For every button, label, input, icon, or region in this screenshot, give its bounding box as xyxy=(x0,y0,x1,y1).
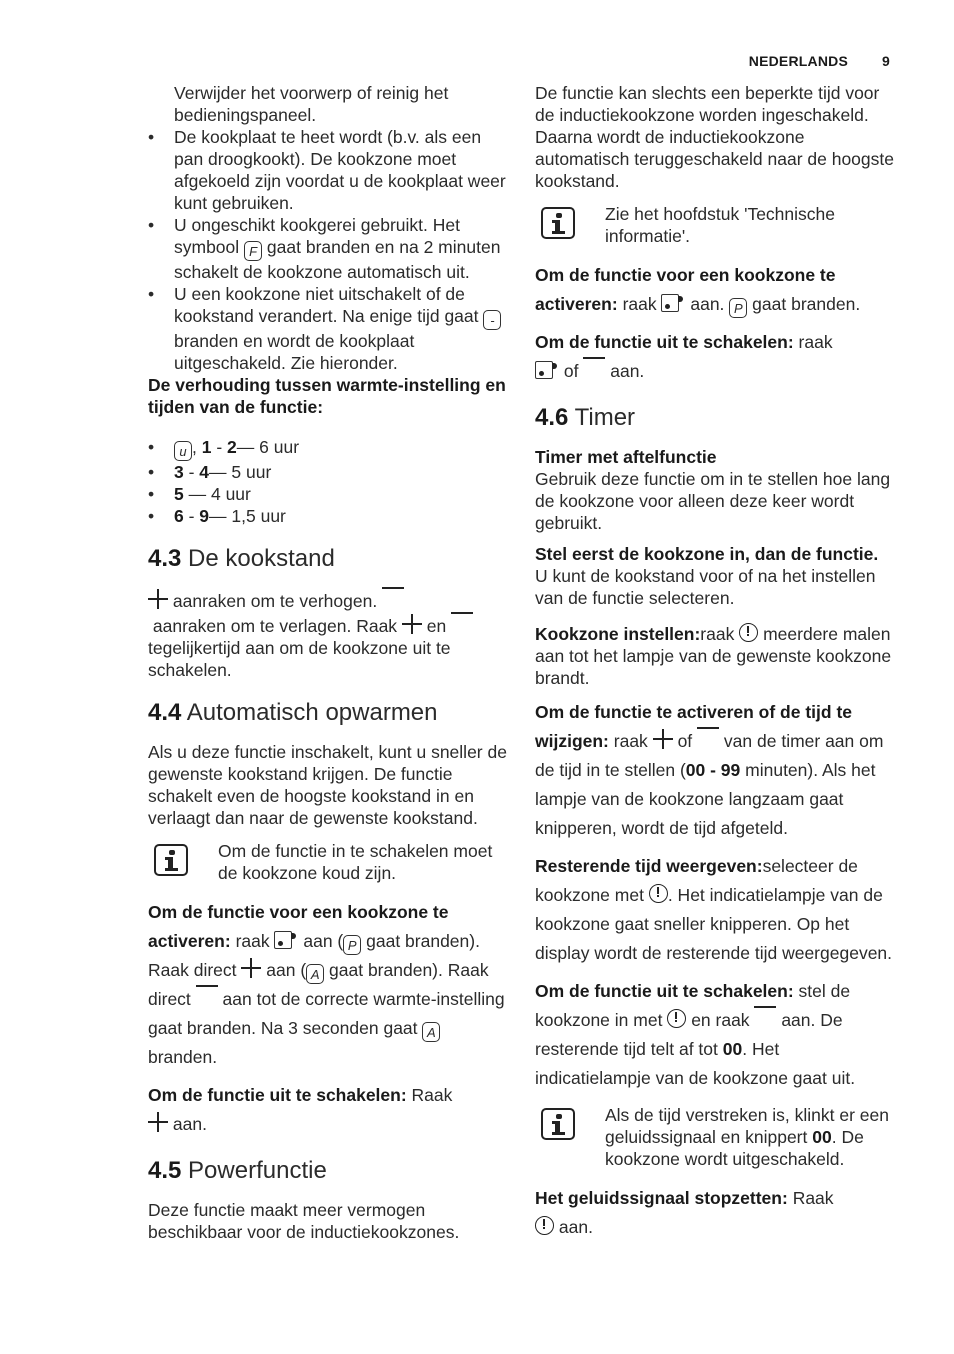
info-icon xyxy=(541,1108,575,1140)
minus-icon xyxy=(382,587,404,601)
header-language: NEDERLANDS xyxy=(748,53,848,69)
symbol-a-icon: A xyxy=(422,1022,440,1042)
symbol-a-icon: A xyxy=(306,964,324,984)
minus-icon xyxy=(451,612,473,626)
symbol-f-icon: F xyxy=(244,241,262,261)
timer-icon xyxy=(667,1009,686,1028)
right-column: De functie kan slechts een beperkte tijd voor de inductiekookzone worden ingeschakeld. Daarna wordt de inductiekookzone automatisch teruggeschakeld naar de hoogste kookstand. Zie het hoofdstuk 'Technische informatie'. Om de functie voor een kookzone te activeren: raak aan. P gaat branden. Om de functie uit te schakelen: raak of aan. 4.6 Timer Timer met aftelfunctie Gebruik deze functie om in te stellen hoe lang de kookzone voor alleen deze keer wordt gebruikt. Stel eerst de kookzone in, dan de functie. U kunt de kookstand voor of na het instellen van de functie selecteren. Kookzone instellen:raak meerdere malen aan tot het lampje van de gewenste kookzone brandt. Om de functie te activeren of de tijd te wijzigen: raak of van de timer aan om de tijd in te stellen (00 - 99 minuten). Als het lampje van de kookzone langzaam gaat knipperen, wordt de tijd afgeteld. Resterende tijd weergeven:selecteer de kookzone met . Het indicatielampje van de kookzone gaat sneller knipperen. Op het display wordt de resterende tijd weergegeven. Om de functie uit te schakelen: stel de kookzone in met en raak aan. De resterende tijd telt af tot 00. Het indicatielampje van de kookzone gaat uit. Als de tijd verstreken is, klinkt er een geluidssignaal en knippert 00. De kookzone wordt uitgeschakeld. Het geluidssignaal stopzetten: Raak aan. xyxy=(535,83,894,1237)
section-heading: 4.5 Powerfunctie xyxy=(148,1157,327,1184)
info-note: Om de functie in te schakelen moet de kookzone koud zijn. xyxy=(148,838,508,884)
pan-key-icon xyxy=(535,360,559,380)
keep-warm-icon: u xyxy=(174,441,192,461)
symbol-p-icon: P xyxy=(729,298,747,318)
minus-icon xyxy=(196,985,218,999)
plus-icon xyxy=(148,1112,168,1132)
list-item: • U een kookzone niet uitschakelt of de kookstand verandert. Na enige tijd gaat - branden en wordt de kookplaat uitgeschakeld. Zie hieronder. xyxy=(148,283,508,374)
pan-key-icon xyxy=(274,930,298,950)
section-heading: 4.6 Timer xyxy=(535,404,636,431)
timer-icon xyxy=(535,1216,554,1235)
symbol-p-icon: P xyxy=(343,935,361,955)
list-item: • De kookplaat te heet wordt (b.v. als een pan droogkookt). De kookzone moet afgekoeld zijn voordat u de kookplaat weer kunt gebruiken. xyxy=(148,126,508,214)
page-number: 9 xyxy=(882,53,890,69)
section-heading: 4.3 De kookstand xyxy=(148,545,335,572)
plus-icon xyxy=(148,589,168,609)
list-item: • U ongeschikt kookgerei gebruikt. Het symbool F gaat branden en na 2 minuten schakelt de kookzone automatisch uit. xyxy=(148,214,508,283)
left-column: Verwijder het voorwerp of reinig het bedieningspaneel. • De kookplaat te heet wordt (b.v. als een pan droogkookt). De kookzone moet afgekoeld zijn voordat u de kookplaat weer kunt gebruiken. • U ongeschikt kookgerei gebruikt. Het symbool F gaat branden en na 2 minuten schakelt de kookzone automatisch uit. • U een kookzone niet uitschakelt of de kookstand verandert. Na enige tijd gaat - branden en wordt de kookplaat uitgeschakeld. Zie hieronder. De verhouding tussen warmte-instelling en tijden van de functie: • u , 1 - 2— 6 uur • 3 - 4— 5 uur • 5 — 4 uur • 6 - 9— 1,5 uur 4.3 De kookstand aanraken om te verhogen. aanraken om te verlagen. Raak en tegelijkertijd aan om de kookzone uit te schakelen. 4.4 Automatisch opwarmen Als u deze functie inschakelt, kunt u sneller de gewenste kookstand krijgen. De functie schakelt even de hoogste kookstand in en verlaagt dan naar de gewenste kookstand. Om de functie in te schakelen moet de kookzone koud zijn. Om de functie voor een kookzone te activeren: raak aan ( P gaat branden). Raak direct aan ( A gaat branden). Raak direct aan tot de correcte warmte-instelling gaat branden. Na 3 seconden gaat A branden. Om de functie uit te schakelen: Raak aan. 4.5 Powerfunctie Deze functie maakt meer vermogen beschikbaar voor de inductiekookzones. xyxy=(148,82,508,1252)
section-heading: 4.4 Automatisch opwarmen xyxy=(148,699,438,726)
minus-icon xyxy=(697,727,719,741)
timer-icon xyxy=(649,884,668,903)
info-icon xyxy=(541,207,575,239)
plus-icon xyxy=(653,729,673,749)
info-note: Als de tijd verstreken is, klinkt er een geluidssignaal en knippert 00. De kookzone wordt uitgeschakeld. xyxy=(535,1102,895,1170)
list-item: • 6 - 9— 1,5 uur xyxy=(148,505,508,527)
page-header xyxy=(749,50,890,72)
list-item: • 5 — 4 uur xyxy=(148,483,508,505)
minus-icon xyxy=(754,1006,776,1020)
pan-key-icon xyxy=(661,293,685,313)
section-text: De functie kan slechts een beperkte tijd voor de inductiekookzone worden ingeschakeld. Daarna wordt de inductiekookzone automatisch teruggeschakeld naar de hoogste kookstand. xyxy=(535,83,894,191)
cause-list xyxy=(148,126,508,374)
ratio-list xyxy=(148,436,508,527)
list-item: • u , 1 - 2— 6 uur xyxy=(148,436,508,461)
section-text: Als u deze functie inschakelt, kunt u sneller de gewenste kookstand krijgen. De functie schakelt even de hoogste kookstand in en verlaagt dan naar de gewenste kookstand. xyxy=(148,742,507,828)
timer-icon xyxy=(739,623,758,642)
info-icon xyxy=(154,844,188,876)
plus-icon xyxy=(241,958,261,978)
plus-icon xyxy=(402,614,422,634)
intro-text: Verwijder het voorwerp of reinig het bedieningspaneel. xyxy=(174,83,449,125)
section-text: Deze functie maakt meer vermogen beschikbaar voor de inductiekookzones. xyxy=(148,1200,460,1242)
info-note: Zie het hoofdstuk 'Technische informatie'. xyxy=(535,201,895,247)
list-item: • 3 - 4— 5 uur xyxy=(148,461,508,483)
symbol-minus-display-icon: - xyxy=(483,310,501,330)
minus-icon xyxy=(583,357,605,371)
ratio-heading: De verhouding tussen warmte-instelling en tijden van de functie: xyxy=(148,375,506,417)
